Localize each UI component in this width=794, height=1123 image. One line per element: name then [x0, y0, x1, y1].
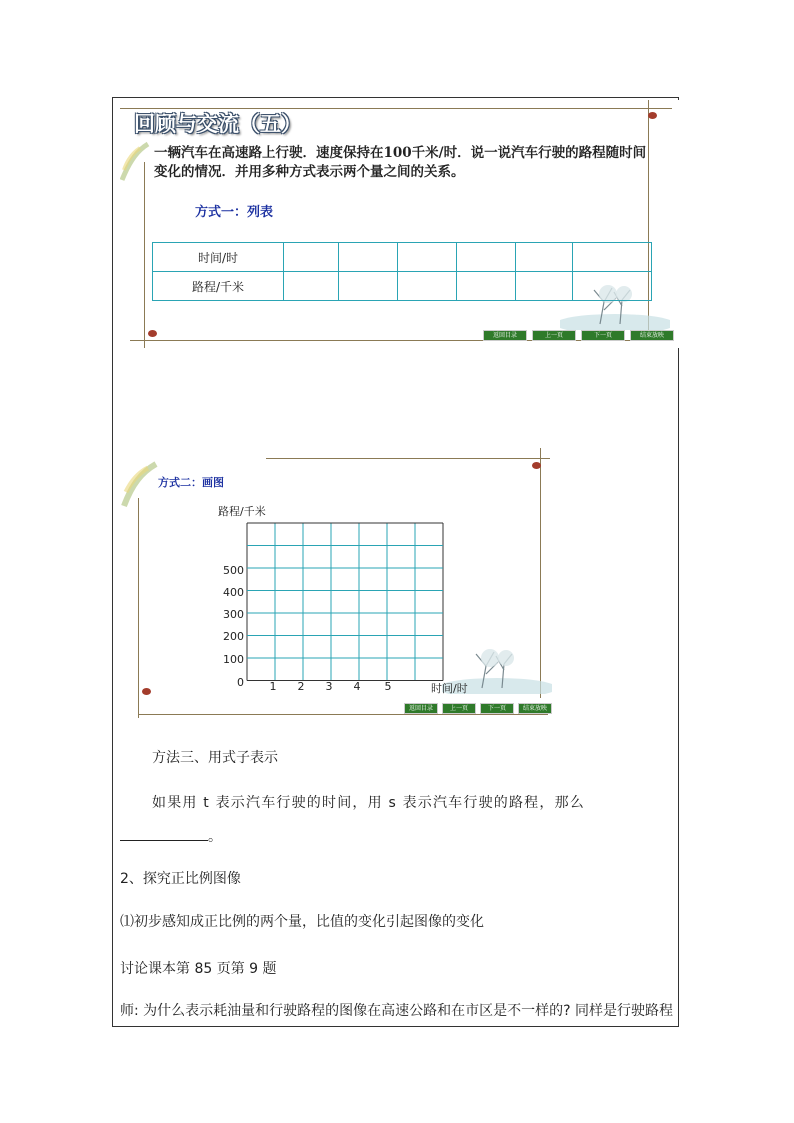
fill-in-line — [120, 826, 222, 846]
time-distance-table — [152, 242, 652, 301]
end-show-button[interactable]: 结束放映 — [630, 330, 674, 341]
next-page-button[interactable]: 下一页 — [581, 330, 625, 341]
y-tick-label: 200 — [223, 630, 244, 643]
y-tick-label: 100 — [223, 653, 244, 666]
y-axis-label: 路程/千米 — [218, 505, 266, 518]
x-tick-label: 1 — [269, 680, 277, 693]
slide-border-left — [138, 498, 139, 718]
y-tick-label: 400 — [223, 586, 244, 599]
graph-grid[interactable] — [246, 522, 444, 684]
table-cell[interactable] — [284, 272, 339, 301]
row-header-time: 时间/时 — [153, 243, 284, 272]
slide-nav-bar — [404, 703, 552, 714]
table-cell[interactable] — [339, 272, 398, 301]
discussion-text: 讨论课本第 85 页第 9 题 — [120, 961, 277, 977]
next-page-button[interactable]: 下一页 — [480, 703, 514, 714]
slide-graph — [120, 448, 552, 720]
leaf-decoration-icon — [120, 458, 160, 510]
y-tick-label: 300 — [223, 608, 244, 621]
x-tick-label: 5 — [384, 680, 392, 693]
formula-sentence: 如果用 t 表示汽车行驶的时间，用 s 表示汽车行驶的路程，那么 — [152, 795, 585, 811]
problem-text: 一辆汽车在高速路上行驶．速度保持在100千米/时．说一说汽车行驶的路程随时间变化的情况．并用多种方式表示两个量之间的关系。 — [154, 145, 647, 180]
table-cell[interactable] — [573, 243, 652, 272]
prev-page-button[interactable]: 上一页 — [442, 703, 476, 714]
table-cell[interactable] — [398, 243, 457, 272]
back-to-contents-button[interactable]: 返回目录 — [483, 330, 527, 341]
corner-dot — [532, 462, 541, 469]
teacher-question: 师: 为什么表示耗油量和行驶路程的图像在高速公路和在市区是不一样的? 同样是行驶路程 — [120, 1003, 674, 1019]
slide-border-left — [144, 162, 145, 348]
slide-border-bottom — [138, 714, 548, 715]
answer-blank[interactable] — [120, 826, 208, 841]
table-cell[interactable] — [573, 272, 652, 301]
x-tick-label: 2 — [297, 680, 305, 693]
x-tick-label: 4 — [353, 680, 361, 693]
corner-dot — [142, 688, 151, 695]
section-heading: 2、探究正比例图像 — [120, 871, 241, 887]
table-cell[interactable] — [398, 272, 457, 301]
slide-nav-bar — [483, 330, 674, 341]
table-cell[interactable] — [457, 272, 516, 301]
table-row — [153, 243, 652, 272]
corner-dot — [648, 112, 657, 119]
table-cell[interactable] — [339, 243, 398, 272]
method-two-label: 方式二：画图 — [158, 476, 224, 489]
table-cell[interactable] — [516, 272, 573, 301]
x-tick-label: 3 — [325, 680, 333, 693]
blank-end-punct: 。 — [208, 829, 222, 845]
slide-review-table — [120, 100, 680, 348]
x-axis-label: 时间/时 — [431, 682, 468, 695]
table-cell[interactable] — [284, 243, 339, 272]
slide-title: 回顾与交流（五） — [134, 111, 302, 136]
subsection-item: ⑴初步感知成正比例的两个量，比值的变化引起图像的变化 — [120, 914, 484, 930]
y-tick-label: 500 — [223, 564, 244, 577]
corner-dot — [148, 330, 157, 337]
y-tick-label: 0 — [237, 676, 244, 689]
method-one-label: 方式一：列表 — [195, 205, 274, 220]
row-header-distance: 路程/千米 — [153, 272, 284, 301]
leaf-decoration-icon — [120, 140, 150, 186]
back-to-contents-button[interactable]: 返回目录 — [404, 703, 438, 714]
table-cell[interactable] — [516, 243, 573, 272]
table-cell[interactable] — [457, 243, 516, 272]
method-three-heading: 方法三、用式子表示 — [152, 750, 278, 766]
slide-border-top — [266, 458, 550, 459]
table-row — [153, 272, 652, 301]
end-show-button[interactable]: 结束放映 — [518, 703, 552, 714]
prev-page-button[interactable]: 上一页 — [532, 330, 576, 341]
